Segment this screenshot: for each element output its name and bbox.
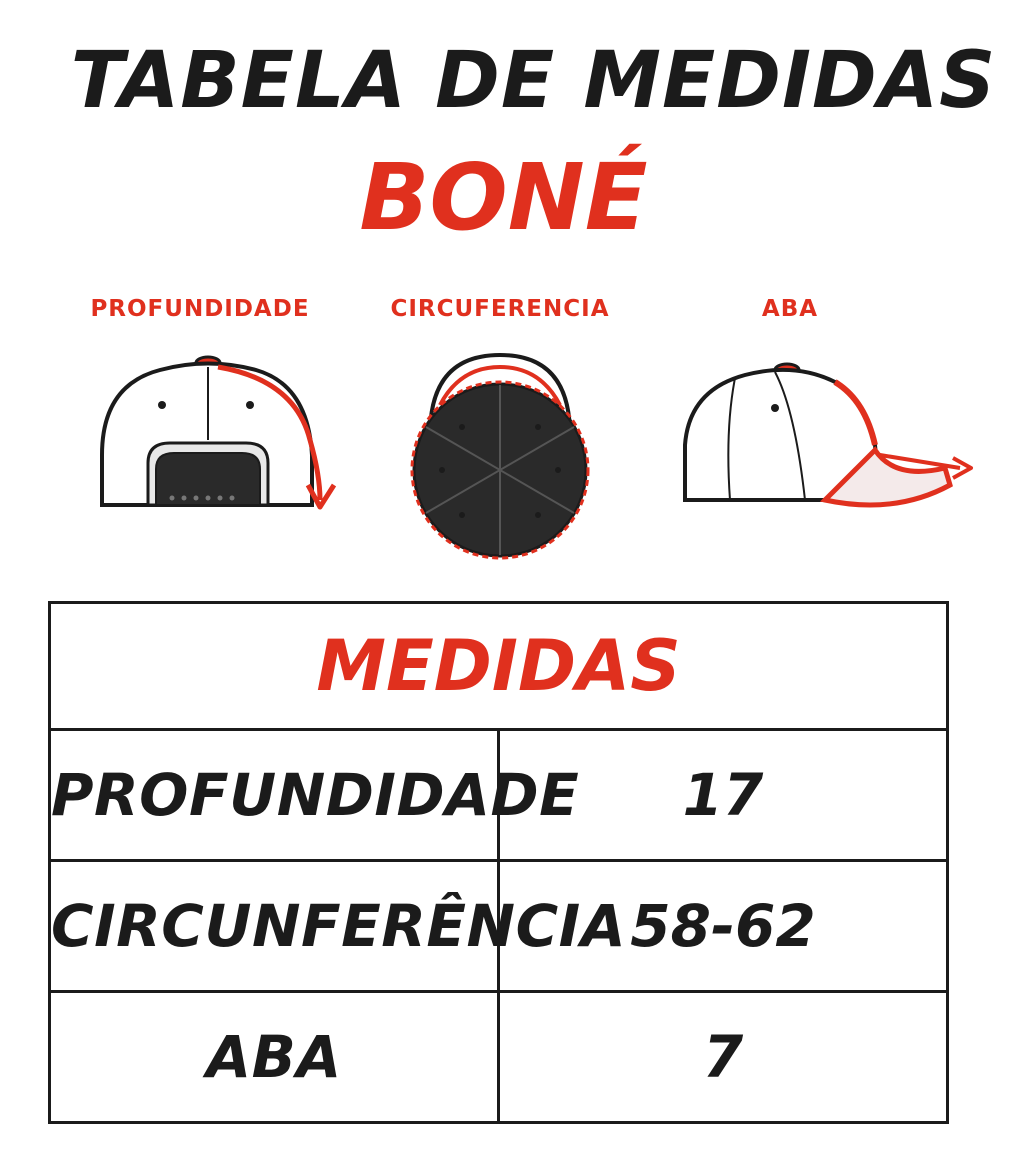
diagram-label-depth: PROFUNDIDADE — [90, 296, 310, 322]
row-label-brim: ABA — [50, 992, 499, 1123]
diagram-label-brim: ABA — [761, 296, 819, 322]
table-row — [50, 730, 948, 861]
row-label-depth: PROFUNDIDADE — [50, 730, 499, 861]
page-title: TABELA DE MEDIDAS — [70, 36, 997, 126]
measurements-table — [48, 601, 949, 1124]
row-value-depth: 17 — [499, 730, 948, 861]
cap-top-circumference-icon — [400, 345, 600, 560]
page-subtitle: BONÉ — [359, 144, 648, 251]
cap-back-depth-icon — [90, 345, 350, 525]
row-value-brim: 7 — [499, 992, 948, 1123]
table-row — [50, 992, 948, 1123]
cap-side-brim-icon — [675, 350, 985, 525]
table-header: MEDIDAS — [50, 603, 948, 730]
table-row — [50, 861, 948, 992]
row-value-circumference: 58-62 — [499, 861, 948, 992]
diagram-label-circumference: CIRCUFERENCIA — [390, 296, 610, 322]
row-label-circumference: CIRCUNFERÊNCIA — [50, 861, 499, 992]
